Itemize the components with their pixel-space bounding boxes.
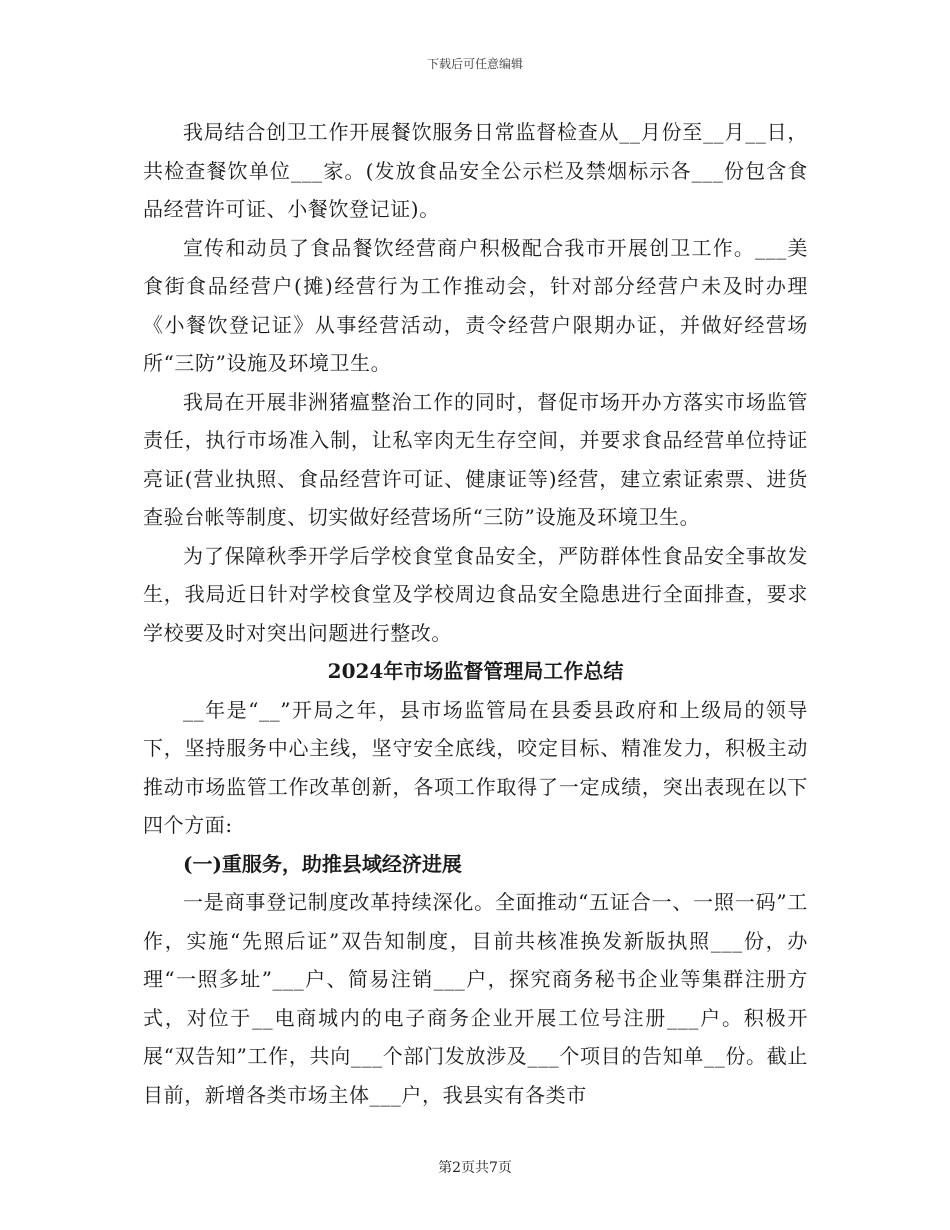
paragraph-1: 我局结合创卫工作开展餐饮服务日常监督检查从__月份至__月__日，共检查餐饮单位___家。(发放食品安全公示栏及禁烟标示各___份包含食品经营许可证、小餐饮登记证)。 [143,120,808,221]
page-header: 下载后可任意编辑 [426,57,523,71]
paragraph-5: __年是“__”开局之年，县市场监管局在县委县政府和上级局的领导下，坚持服务中心主线，坚守安全底线，咬定目标、精准发力，积极主动推动市场监管工作改革创新，各项工作取得了一定成绩，突出表现在以下四个方面: [143,697,808,837]
document-title: 2024年市场监督管理局工作总结 [327,659,624,683]
paragraph-4: 为了保障秋季开学后学校食堂食品安全，严防群体性食品安全事故发生，我局近日针对学校食堂及学校周边食品安全隐患进行全面排查，要求学校要及时对突出问题进行整改。 [143,543,808,645]
paragraph-2: 宣传和动员了食品餐饮经营商户积极配合我市开展创卫工作。___美食街食品经营户(摊)经营行为工作推动会，针对部分经营户未及时办理《小餐饮登记证》从事经营活动，责令经营户限期办证，并做好经营场所“三防”设施及环境卫生。 [143,235,808,375]
document-body [143,113,808,1114]
section-heading-1: (一)重服务，助推县域经济进展 [183,851,462,876]
paragraph-6: 一是商事登记制度改革持续深化。全面推动“五证合一、一照一码”工作，实施“先照后证”双告知制度，目前共核准换发新版执照___份，办理“一照多址”___户、简易注销___户，探究商务秘书企业等集群注册方式，对位于__电商城内的电子商务企业开展工位号注册___户。积极开展“双告知”工作，共向___个部门发放涉及___个项目的告知单__份。截止目前，新增各类市场主体___户，我县实有各类市 [143,890,808,1107]
page-number: 第2页共7页 [438,1160,512,1176]
paragraph-3: 我局在开展非洲猪瘟整治工作的同时，督促市场开办方落实市场监管责任，执行市场准入制，让私宰肉无生存空间，并要求食品经营单位持证亮证(营业执照、食品经营许可证、健康证等)经营，建立索证索票、进货查验台帐等制度、切实做好经营场所“三防”设施及环境卫生。 [143,389,808,529]
